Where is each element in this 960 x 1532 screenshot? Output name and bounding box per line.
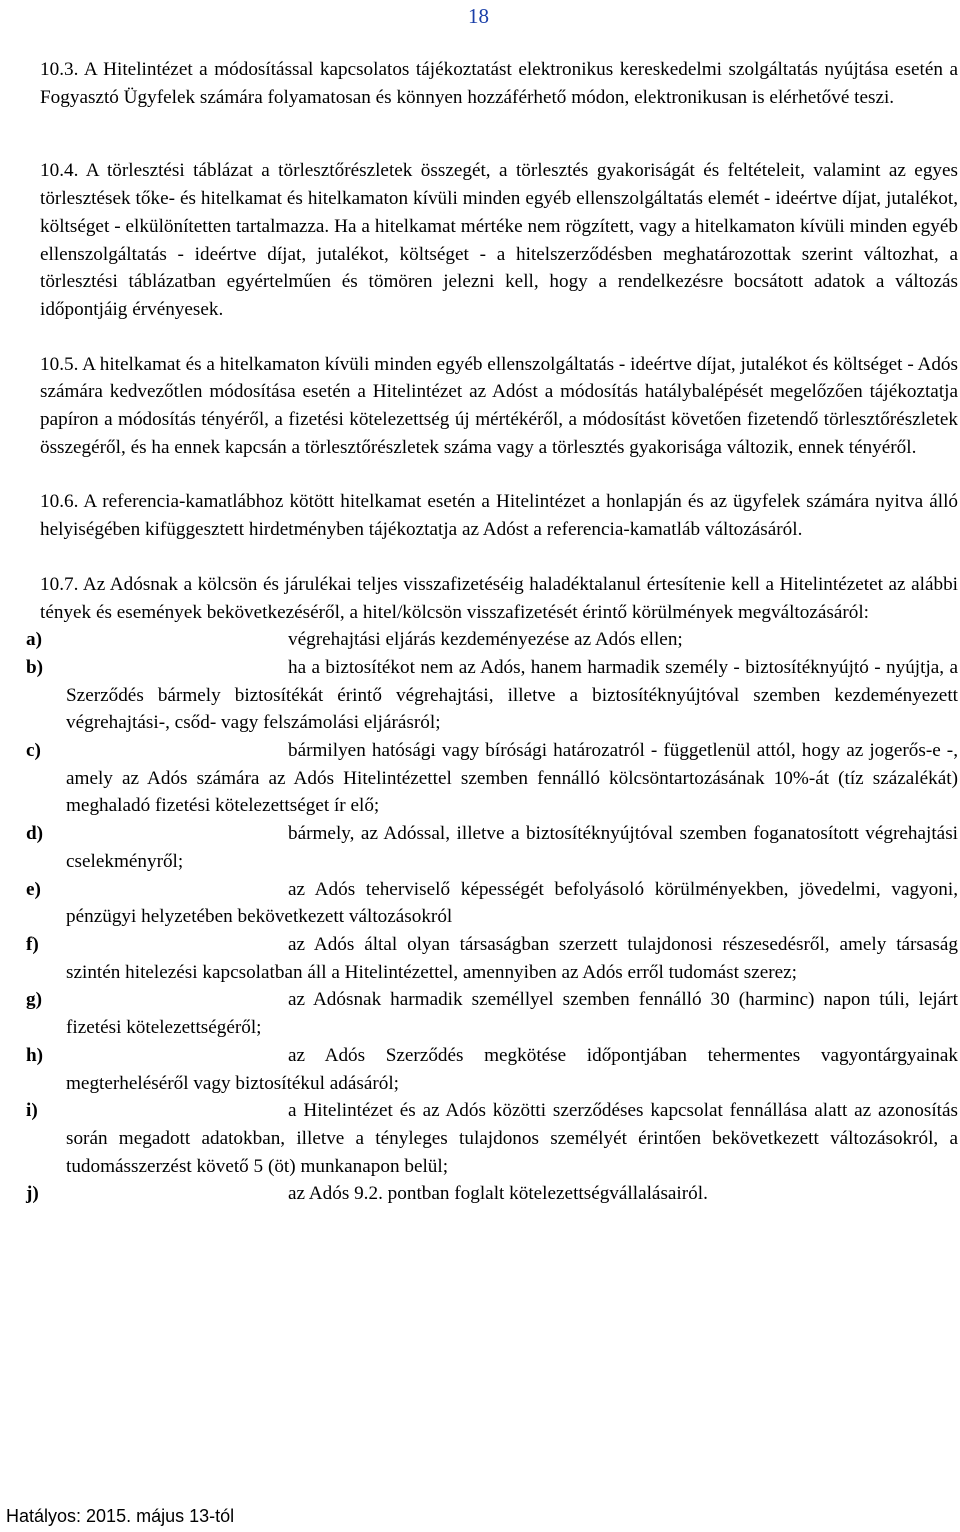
paragraph-number: 10.7. (40, 573, 79, 595)
list-item-text: az Adósnak harmadik személlyel szemben fennálló 30 (harminc) napon túli, lejárt fizetési kötelezettségéről; (66, 989, 958, 1039)
paragraph-text: A Hitelintézet a módosítással kapcsolatos tájékoztatást elektronikus kereskedelmi szolgáltatás nyújtása esetén a Fogyasztó Ügyfelek számára folyamatosan és könnyen hozzáférhető módon, elektronikusan is elérhetővé teszi. (40, 59, 958, 108)
footer-effective-date: Hatályos: 2015. május 13-tól (6, 1506, 235, 1526)
document-body (26, 56, 958, 1208)
paragraph-number: 10.4. (40, 160, 79, 182)
list-item-letter: d) (26, 823, 44, 845)
paragraph-10-4 (40, 157, 958, 323)
list-item-text: végrehajtási eljárás kezdeményezése az Adós ellen; (288, 629, 683, 651)
list-item (26, 626, 958, 654)
list-item-letter: b) (26, 656, 44, 678)
list-item (26, 986, 958, 1041)
list-item-text: bármilyen hatósági vagy bírósági határozatról - függetlenül attól, hogy az jogerős-e -, amely az Adós számára az Adós Hitelintézettel szemben fennálló kölcsöntartozásának 10%-át (tíz százalékát) meghaladó fizetési kötelezettséget ír elő; (66, 740, 958, 817)
list-item-letter: j) (26, 1183, 39, 1205)
list-item (26, 1180, 958, 1208)
paragraph-10-6 (40, 488, 958, 543)
list-item-text: az Adós által olyan társaságban szerzett tulajdonosi részesedésről, amely társaság szintén hitelezési kapcsolatban áll a Hitelintézettel, amennyiben az Adós erről tudomást szerez; (66, 933, 958, 983)
list-item (26, 1042, 958, 1097)
list-item-letter: f) (26, 933, 39, 955)
list-item-letter: c) (26, 740, 41, 762)
list-item-letter: a) (26, 629, 42, 651)
paragraph-text: A törlesztési táblázat a törlesztőrészletek összegét, a törlesztés gyakoriságát és feltételeit, valamint az egyes törlesztések tőke- és hitelkamat és hitelkamaton kívüli minden egyéb ellenszolgáltatás elemét - ideértve díjat, jutalékot, költséget - elkülönítetten tartalmazza. Ha a hitelkamat mértéke nem rögzített, vagy a hitelkamaton kívüli minden egyéb ellenszolgáltatás - ideértve díjat, jutalékot, költséget - a hitelszerződésben meghatározottak szerint változhat, a törlesztési táblázatban egyértelműen és tömören jelezni kell, hogy a rendelkezésre bocsátott adatok a változás időpontjáig érvényesek. (40, 160, 958, 320)
paragraph-10-7 (40, 571, 958, 626)
list-item (26, 876, 958, 931)
paragraph-10-5 (40, 351, 958, 462)
list-item (26, 654, 958, 737)
paragraph-text: Az Adósnak a kölcsön és járulékai teljes visszafizetéséig haladéktalanul értesítenie kell a Hitelintézetet az alábbi tények és események bekövetkezéséről, a hitel/kölcsön visszafizetését érintő körülmények megváltozásáról: (40, 573, 958, 623)
list-item-letter: h) (26, 1044, 44, 1066)
paragraph-text: A hitelkamat és a hitelkamaton kívüli minden egyéb ellenszolgáltatás - ideértve díjat, jutalékot és költséget - Adós számára kedvezőtlen módosítása esetén a Hitelintézet az Adóst a módosítás hatálybalépését megelőzően tájékoztatja papíron a módosítás tényéről, a fizetési kötelezettség új mértékéről, a módosítást követően fizetendő törlesztőrészletek összegéről, és ha ennek kapcsán a törlesztőrészletek száma vagy a törlesztés gyakorisága változik, ennek tényéről. (40, 353, 958, 458)
list-item (26, 931, 958, 986)
list-item-text: a Hitelintézet és az Adós közötti szerződéses kapcsolat fennállása alatt az azonosítás során megadott adatokban, illetve a tényleges tulajdonos személyét érintően bekövetkezett változásokról, a tudomásszerzést követő 5 (öt) munkanapon belül; (66, 1100, 958, 1177)
list-item-text: ha a biztosítékot nem az Adós, hanem harmadik személy - biztosítéknyújtó - nyújtja, a Szerződés bármely biztosítékát érintő végrehajtási, illetve a biztosítéknyújtóval szemben kezdeményezett végrehajtási-, csőd- vagy felszámolási eljárásról; (66, 656, 958, 734)
page-number: 18 (468, 4, 489, 28)
paragraph-10-3 (40, 56, 958, 111)
list-item (26, 820, 958, 875)
list-item-text: az Adós 9.2. pontban foglalt kötelezettségvállalásairól. (288, 1183, 708, 1205)
list-item-letter: e) (26, 878, 41, 900)
list-item-letter: g) (26, 989, 42, 1011)
list-item-letter: i) (26, 1100, 38, 1122)
paragraph-text: A referencia-kamatlábhoz kötött hitelkamat esetén a Hitelintézet a honlapján és az ügyfelek számára nyitva álló helyiségében kifüggesztett hirdetményben tájékoztatja az Adóst a referencia-kamatláb változásáról. (40, 491, 958, 541)
list-item-text: bármely, az Adóssal, illetve a biztosítéknyújtóval szemben foganatosított végrehajtási cselekményről; (66, 823, 958, 872)
paragraph-number: 10.3. (40, 59, 79, 80)
list-item-text: az Adós teherviselő képességét befolyásoló körülményekben, jövedelmi, vagyoni, pénzügyi helyzetében bekövetkezett változásokról (66, 878, 958, 928)
paragraph-number: 10.5. (40, 353, 79, 375)
list-item (26, 1097, 958, 1180)
list-item (26, 737, 958, 820)
paragraph-number: 10.6. (40, 491, 79, 513)
list-item-text: az Adós Szerződés megkötése időpontjában tehermentes vagyontárgyainak megterheléséről vagy biztosítékul adásáról; (66, 1044, 958, 1094)
